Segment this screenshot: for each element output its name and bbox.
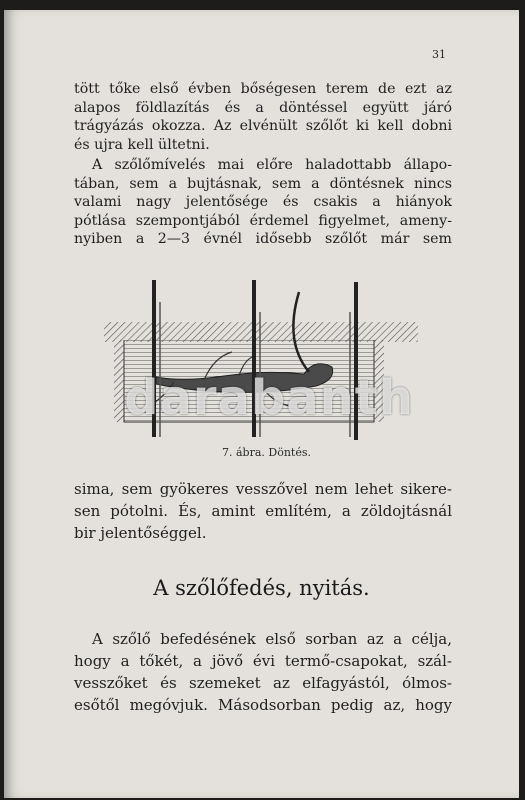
text-line: tött tőke első évben bőségesen terem de ezt az [74, 81, 452, 97]
text-line: pótlása szempontjából érdemel figyelmet, ameny- [74, 212, 452, 229]
text-line: bir jelentőséggel. [74, 524, 207, 542]
text-line: sen pótolni. És, amint említém, a zöldojtásnál [74, 502, 452, 520]
book-page [4, 10, 519, 798]
text-line: és ujra kell ültetni. [74, 136, 210, 153]
figure-caption: 7. ábra. Döntés. [222, 446, 311, 459]
text-line: trágyázás okozza. Az elvénült szőlőt ki kell dobni [74, 118, 452, 134]
paragraph-3 [74, 478, 452, 544]
section-heading: A szőlőfedés, nyitás. [153, 576, 370, 600]
text-line: vesszőket és szemeket az elfagyástól, ólmos- [74, 674, 452, 692]
text-line: esőtől megóvjuk. Másodsorban pedig az, hogy [74, 696, 452, 714]
text-line: tában, sem a bujtásnak, sem a döntésnek nincs [74, 175, 452, 192]
text-line: valami nagy jelentősége és csakis a hiányok [74, 194, 452, 210]
paragraph-2 [74, 156, 452, 249]
text-line: alapos földlazítás és a döntéssel együtt járó [74, 99, 452, 116]
text-line: A szőlőmívelés mai előre haladottabb állapo- [92, 157, 452, 173]
text-line: hogy a tőkét, a jövő évi termő-csapokat, szál- [74, 652, 452, 670]
paragraph-1 [74, 80, 452, 154]
watermark: darabanth [124, 370, 414, 426]
text-line: nyiben a 2—3 évnél idősebb szőlőt már sem [74, 231, 452, 247]
text-line: sima, sem gyökeres vesszővel nem lehet sikere- [74, 480, 452, 498]
paragraph-4 [74, 628, 452, 716]
text-line: A szőlő befedésének első sorban az a célja, [92, 630, 452, 648]
page-number: 31 [432, 48, 446, 61]
